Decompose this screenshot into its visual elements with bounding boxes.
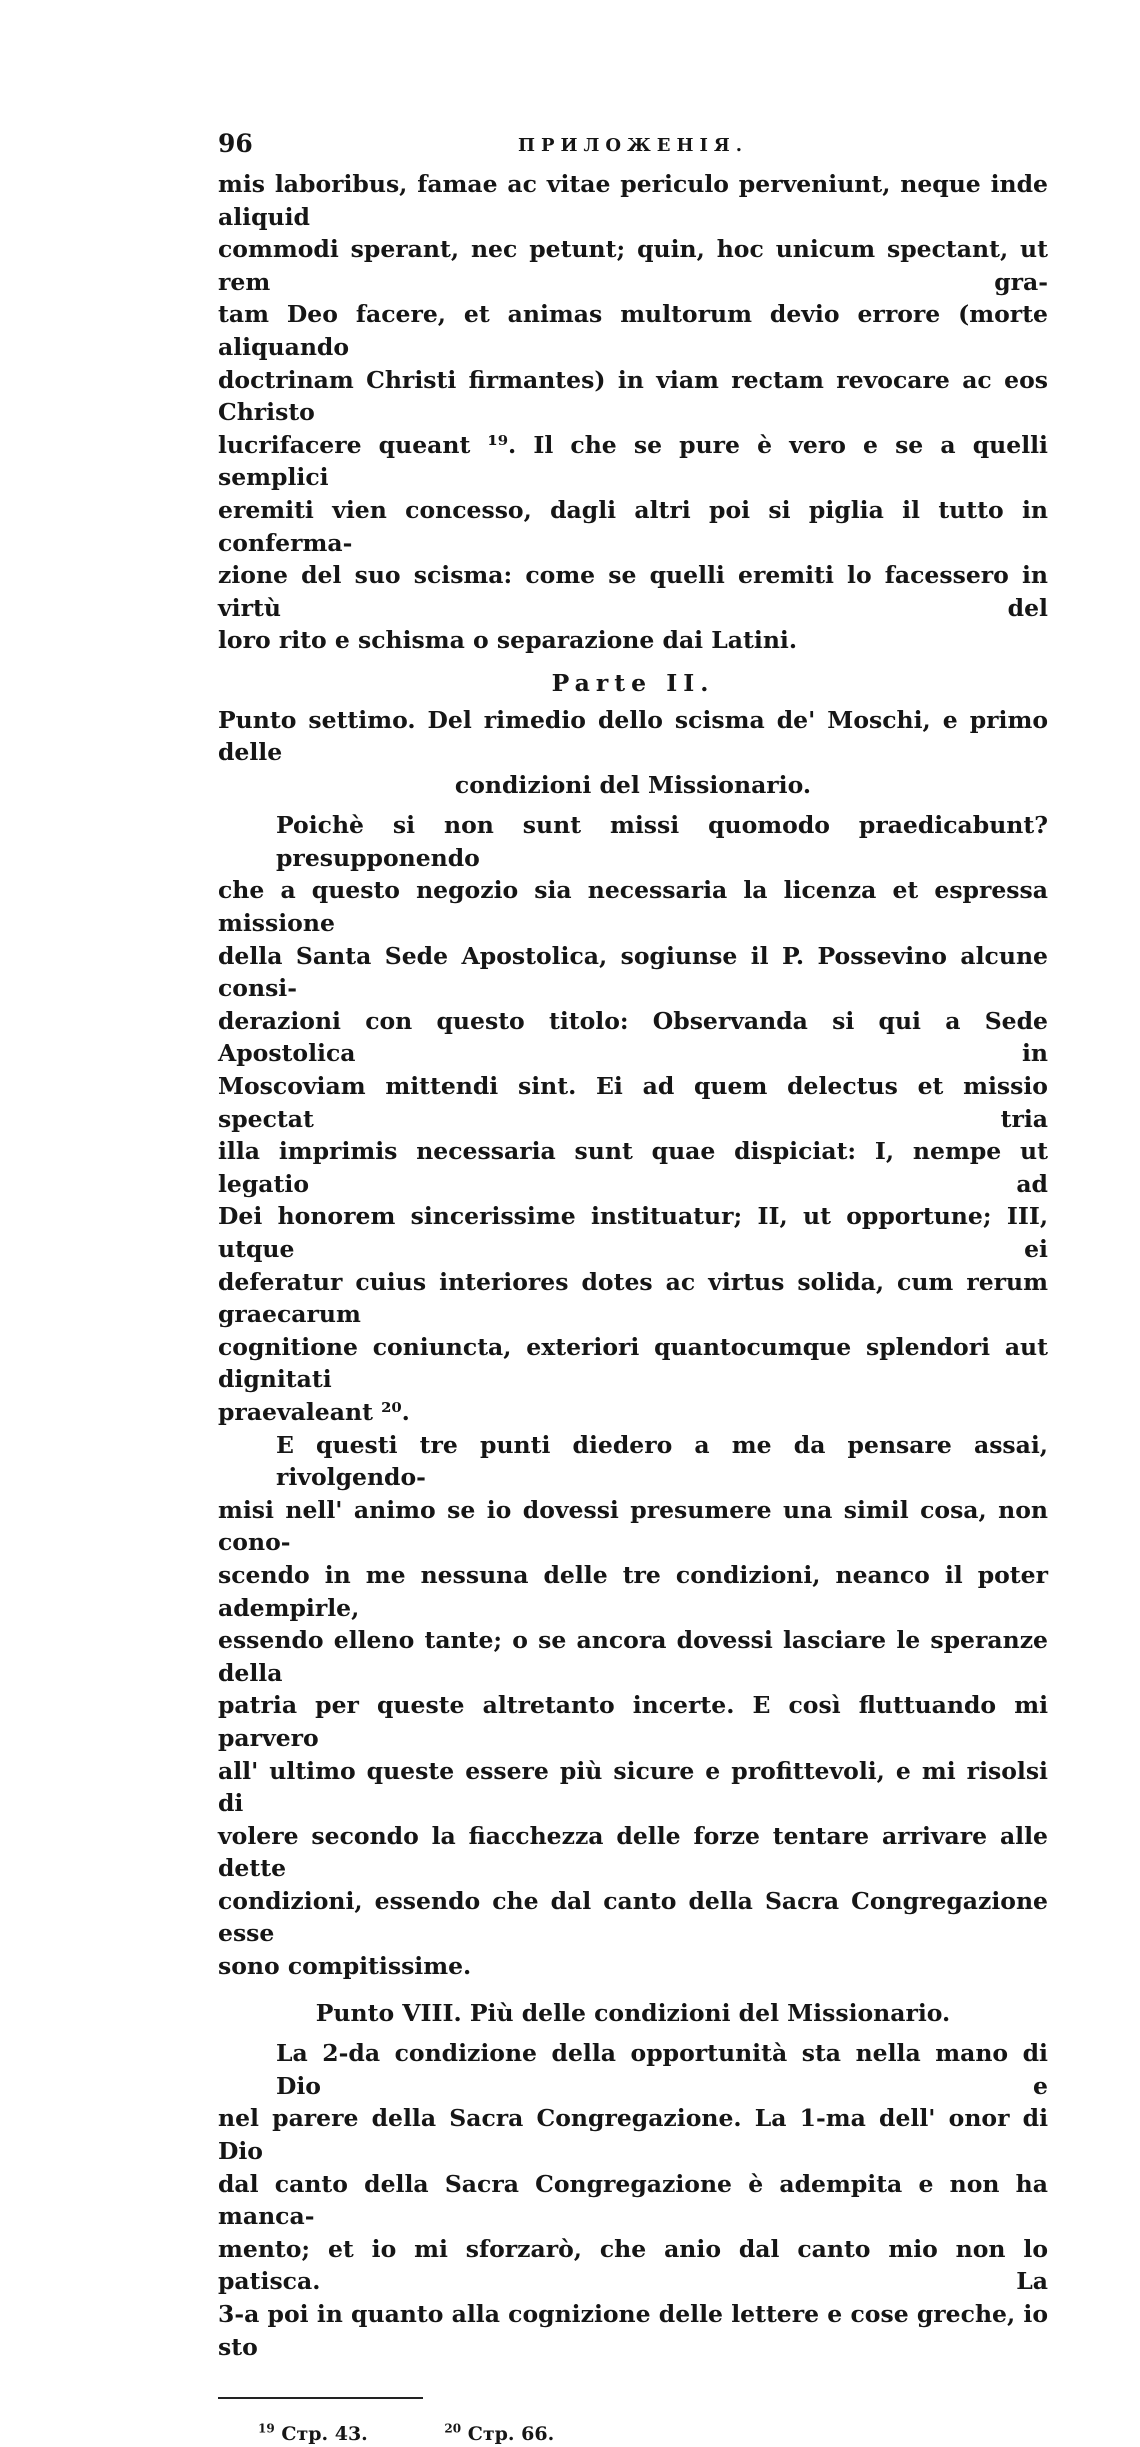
text-line: volere secondo la fiacchezza delle forze tentare arrivare alle dette: [218, 1821, 1048, 1883]
footnote-mark: 20: [444, 2421, 462, 2436]
text-line: tam Deo facere, et animas multorum devio errore (morte aliquando: [218, 300, 1048, 361]
footnotes: [218, 2421, 1048, 2447]
section-heading-7: [218, 704, 1048, 802]
text-line: condizioni, essendo che dal canto della Sacra Congregazione esse: [218, 1886, 1048, 1948]
text-line: all' ultimo queste essere più sicure e profittevoli, e mi risolsi di: [218, 1756, 1048, 1818]
text-line: doctrinam Christi firmantes) in viam rectam revocare ac eos Christo: [218, 365, 1048, 427]
text-line: cognitione coniuncta, exteriori quantocumque splendori aut dignitati: [218, 1332, 1048, 1394]
section-heading-line: condizioni del Missionario.: [454, 770, 812, 799]
paragraph: [218, 1429, 1048, 1983]
text-line: La 2-da condizione della opportunità sta nella mano di Dio e: [276, 2039, 1048, 2100]
text-line: Moscoviam mittendi sint. Ei ad quem delectus et missio spectat tria: [218, 1072, 1048, 1133]
footnote-text: Стр. 43.: [281, 2423, 368, 2446]
section-heading-8: Punto VIII. Più delle condizioni del Missionario.: [315, 1998, 951, 2027]
text-line: praevaleant ²⁰.: [218, 1397, 410, 1426]
text-line: commodi sperant, nec petunt; quin, hoc unicum spectant, ut rem gra-: [218, 235, 1048, 296]
text-line: che a questo negozio sia necessaria la licenza et espressa missione: [218, 876, 1048, 938]
text-line: illa imprimis necessaria sunt quae dispiciat: I, nempe ut legatio ad: [218, 1137, 1048, 1198]
text-line: scendo in me nessuna delle tre condizioni, neanco il poter adempirle,: [218, 1560, 1048, 1622]
text-line: essendo elleno tante; o se ancora dovessi lasciare le speranze della: [218, 1626, 1048, 1687]
text-line: derazioni con questo titolo: Observanda si qui a Sede Apostolica in: [218, 1006, 1048, 1068]
section-heading-line: Punto settimo. Del rimedio dello scisma de' Moschi, e primo delle: [218, 705, 1048, 767]
paragraph: [218, 809, 1048, 1428]
footnote-mark: 19: [258, 2421, 275, 2436]
text-line: 3-a poi in quanto alla cognizione delle lettere e cose greche, io sto: [218, 2300, 1048, 2361]
text-line: patria per queste altretanto incerte. E così fluttuando mi parvero: [218, 1691, 1048, 1752]
running-head: ПРИЛОЖЕНІЯ.: [517, 135, 749, 156]
text-line: mis laboribus, famae ac vitae periculo perveniunt, neque inde aliquid: [218, 170, 1048, 231]
paragraph: [218, 2037, 1048, 2363]
footnote-19: [258, 2421, 368, 2447]
page-number: 96: [218, 129, 253, 158]
footnote-text: Стр. 66.: [467, 2423, 555, 2446]
text-line: lucrifacere queant ¹⁹. Il che se pure è vero e se a quelli semplici: [218, 430, 1048, 492]
text-line: misi nell' animo se io dovessi presumere una simil cosa, non cono-: [218, 1495, 1048, 1557]
footnote-20: [444, 2421, 554, 2447]
text-line: dal canto della Sacra Congregazione è adempita e non ha manca-: [218, 2169, 1048, 2231]
text-line: sono compitissime.: [218, 1952, 472, 1981]
text-line: deferatur cuius interiores dotes ac virtus solida, cum rerum graecarum: [218, 1267, 1048, 1329]
text-line: E questi tre punti diedero a me da pensare assai, rivolgendo-: [276, 1430, 1048, 1492]
document-page: [218, 128, 1048, 2447]
paragraph-continued: [218, 168, 1048, 657]
text-line: loro rito e schisma o separazione dai Latini.: [218, 626, 798, 655]
text-line: mento; et io mi sforzarò, che anio dal canto mio non lo patisca. La: [218, 2234, 1048, 2296]
text-line: Poichè si non sunt missi quomodo praedicabunt? presupponendo: [276, 811, 1048, 872]
page-header: [218, 128, 1048, 162]
text-line: nel parere della Sacra Congregazione. La 1-ma dell' onor di Dio: [218, 2104, 1048, 2166]
footnote-divider: [218, 2397, 423, 2399]
text-line: Dei honorem sincerissime instituatur; II, ut opportune; III, utque ei: [218, 1202, 1048, 1263]
part-title: Parte II.: [551, 668, 715, 697]
text-line: zione del suo scisma: come se quelli eremiti lo facessero in virtù del: [218, 561, 1048, 622]
text-line: eremiti vien concesso, dagli altri poi si piglia il tutto in conferma-: [218, 495, 1048, 557]
text-line: della Santa Sede Apostolica, sogiunse il P. Possevino alcune consi-: [218, 941, 1048, 1003]
